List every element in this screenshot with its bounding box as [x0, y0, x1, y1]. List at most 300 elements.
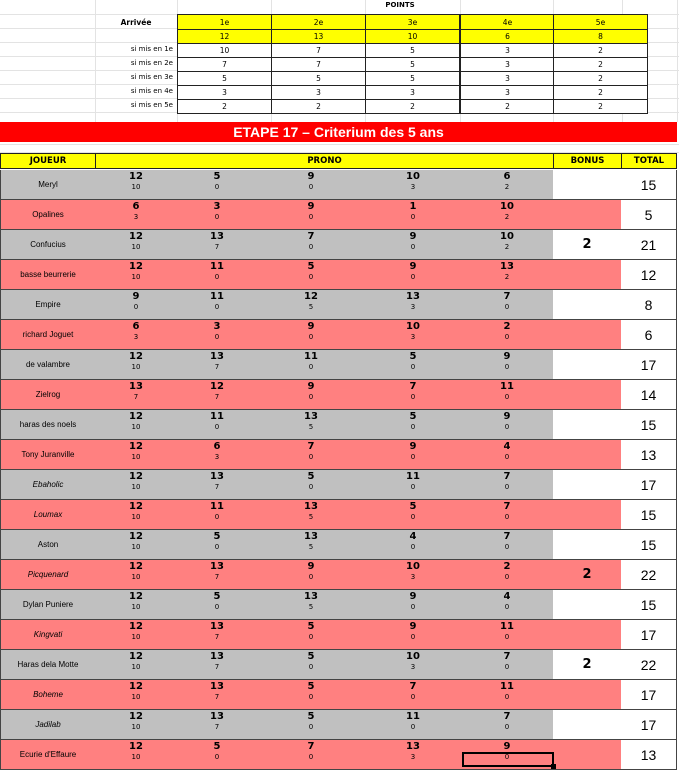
pick: [291, 470, 331, 492]
pick-points: 5: [308, 603, 314, 611]
prono-cell[interactable]: [95, 380, 554, 410]
bonus-cell[interactable]: [553, 170, 622, 200]
points-value[interactable]: 3: [460, 43, 555, 58]
pick-points: 0: [410, 483, 416, 491]
prono-cell[interactable]: [95, 560, 554, 590]
prono-cell[interactable]: [95, 320, 554, 350]
player-row: [0, 260, 677, 290]
points-value[interactable]: 3: [460, 85, 555, 100]
pick-points: 2: [504, 183, 510, 191]
pick: [291, 500, 331, 522]
pick-horse: 11: [500, 681, 514, 692]
prono-cell[interactable]: [95, 470, 554, 500]
prono-cell[interactable]: [95, 290, 554, 320]
pick-points: 3: [133, 333, 139, 341]
pick-horse: 9: [409, 591, 417, 602]
pick-points: 3: [133, 213, 139, 221]
pick-points: 0: [504, 723, 510, 731]
pick-horse: 13: [304, 531, 318, 542]
points-value[interactable]: 7: [271, 57, 366, 72]
prono-cell[interactable]: [95, 710, 554, 740]
pick: [197, 440, 237, 462]
pick: [291, 650, 331, 672]
pick: [116, 620, 156, 642]
pick-points: 0: [504, 633, 510, 641]
pick: [487, 410, 527, 432]
player-name[interactable]: Picquenard: [0, 560, 96, 590]
pick: [393, 590, 433, 612]
points-value[interactable]: 3: [271, 85, 366, 100]
player-name[interactable]: richard Joguet: [0, 320, 96, 350]
pick-points: 0: [410, 423, 416, 431]
pick: [116, 560, 156, 582]
points-value[interactable]: 3: [177, 85, 272, 100]
bonus-cell[interactable]: 2: [553, 560, 622, 590]
total-cell[interactable]: 13: [621, 740, 677, 770]
pick-horse: 7: [503, 531, 511, 542]
points-value[interactable]: 10: [177, 43, 272, 58]
pick-horse: 9: [409, 621, 417, 632]
pick-points: 10: [131, 693, 141, 701]
pick: [291, 680, 331, 702]
total-cell[interactable]: 21: [621, 230, 677, 260]
total-cell[interactable]: 15: [621, 500, 677, 530]
points-row-label[interactable]: si mis en 5e: [130, 101, 173, 109]
bonus-cell[interactable]: 2: [553, 230, 622, 260]
pick-horse: 5: [213, 591, 221, 602]
pick: [291, 200, 331, 222]
pick-points: 0: [504, 333, 510, 341]
pick-points: 10: [131, 573, 141, 581]
pick-horse: 9: [307, 171, 315, 182]
bonus-cell[interactable]: [553, 470, 622, 500]
pick-points: 0: [308, 753, 314, 761]
player-name[interactable]: Aston: [0, 530, 96, 560]
pick-horse: 9: [307, 201, 315, 212]
player-row: [0, 410, 677, 440]
pick-points: 3: [214, 453, 220, 461]
pick-points: 0: [410, 393, 416, 401]
arrival-horse[interactable]: 13: [271, 29, 366, 44]
pick-horse: 5: [307, 621, 315, 632]
prono-cell[interactable]: [95, 230, 554, 260]
pick-horse: 9: [132, 291, 140, 302]
gridline-vertical: [677, 0, 678, 122]
pick-points: 3: [410, 333, 416, 341]
prono-cell[interactable]: [95, 440, 554, 470]
arrival-horse[interactable]: 10: [365, 29, 460, 44]
pick-points: 0: [214, 303, 220, 311]
points-value[interactable]: 2: [271, 99, 366, 114]
total-cell[interactable]: 5: [621, 200, 677, 230]
total-cell[interactable]: 14: [621, 380, 677, 410]
pick-points: 5: [308, 513, 314, 521]
bonus-cell[interactable]: [553, 530, 622, 560]
points-row-label[interactable]: si mis en 1e: [130, 45, 173, 53]
player-name[interactable]: basse beurrerie: [0, 260, 96, 290]
player-name[interactable]: Zielrog: [0, 380, 96, 410]
pick: [393, 680, 433, 702]
player-name[interactable]: Ecurie d'Effaure: [0, 740, 96, 770]
prono-cell[interactable]: [95, 680, 554, 710]
pick: [291, 740, 331, 762]
pick: [116, 680, 156, 702]
player-name[interactable]: Confucius: [0, 230, 96, 260]
pick-points: 0: [308, 333, 314, 341]
pick: [393, 230, 433, 252]
pick-points: 0: [308, 693, 314, 701]
pick-points: 2: [504, 273, 510, 281]
total-cell[interactable]: 17: [621, 710, 677, 740]
header-prono[interactable]: PRONO: [95, 153, 554, 169]
pick: [393, 440, 433, 462]
pick: [197, 170, 237, 192]
arrival-horse[interactable]: 12: [177, 29, 272, 44]
stage-banner[interactable]: ETAPE 17 – Criterium des 5 ans: [0, 122, 677, 142]
pick-horse: 1: [409, 201, 417, 212]
pick-horse: 6: [132, 321, 140, 332]
pick-horse: 5: [213, 741, 221, 752]
total-cell[interactable]: 8: [621, 290, 677, 320]
fill-handle[interactable]: [551, 764, 556, 769]
arrival-horse[interactable]: 6: [460, 29, 555, 44]
points-value[interactable]: 5: [177, 71, 272, 86]
points-row-label[interactable]: si mis en 2e: [130, 59, 173, 67]
player-row: [0, 230, 677, 260]
points-value[interactable]: 2: [460, 99, 555, 114]
arrivee-label[interactable]: Arrivée: [120, 17, 152, 27]
points-value[interactable]: 2: [553, 71, 648, 86]
pick: [197, 230, 237, 252]
prono-cell[interactable]: [95, 200, 554, 230]
bonus-cell[interactable]: [553, 320, 622, 350]
player-row: [0, 470, 677, 500]
player-name[interactable]: Haras dela Motte: [0, 650, 96, 680]
pick-horse: 11: [500, 381, 514, 392]
pick-points: 2: [504, 213, 510, 221]
total-cell[interactable]: 17: [621, 620, 677, 650]
player-row: [0, 560, 677, 590]
pick-horse: 12: [129, 591, 143, 602]
bonus-cell[interactable]: [553, 410, 622, 440]
prono-cell[interactable]: [95, 590, 554, 620]
pick-points: 0: [504, 393, 510, 401]
pick-horse: 5: [213, 531, 221, 542]
pick-points: 0: [308, 573, 314, 581]
player-name[interactable]: Kingvati: [0, 620, 96, 650]
pick-points: 0: [214, 183, 220, 191]
prono-cell[interactable]: [95, 170, 554, 200]
pick-horse: 10: [406, 651, 420, 662]
pick-horse: 11: [210, 411, 224, 422]
total-cell[interactable]: 22: [621, 650, 677, 680]
position-header[interactable]: 5e: [553, 14, 648, 30]
pick-points: 10: [131, 513, 141, 521]
pick-points: 0: [308, 483, 314, 491]
pick-points: 10: [131, 183, 141, 191]
pick: [197, 380, 237, 402]
pick-horse: 13: [304, 411, 318, 422]
pick-points: 0: [214, 753, 220, 761]
pick: [197, 470, 237, 492]
player-name[interactable]: Dylan Puniere: [0, 590, 96, 620]
pick-points: 7: [214, 573, 220, 581]
pick: [197, 590, 237, 612]
points-value[interactable]: 2: [553, 85, 648, 100]
player-name[interactable]: Jadilab: [0, 710, 96, 740]
pick-points: 7: [214, 393, 220, 401]
header-total[interactable]: TOTAL: [621, 153, 677, 169]
bonus-cell[interactable]: [553, 740, 622, 770]
total-cell[interactable]: 15: [621, 530, 677, 560]
pick-horse: 12: [129, 651, 143, 662]
total-cell[interactable]: 15: [621, 170, 677, 200]
prono-cell[interactable]: [95, 410, 554, 440]
player-name[interactable]: Loumax: [0, 500, 96, 530]
bonus-cell[interactable]: [553, 350, 622, 380]
pick: [197, 560, 237, 582]
pick-horse: 12: [304, 291, 318, 302]
pick: [487, 530, 527, 552]
player-name[interactable]: Ebaholic: [0, 470, 96, 500]
player-row: [0, 380, 677, 410]
bonus-cell[interactable]: [553, 260, 622, 290]
pick: [393, 200, 433, 222]
total-cell[interactable]: 17: [621, 680, 677, 710]
pick-points: 0: [410, 603, 416, 611]
pick-points: 0: [410, 723, 416, 731]
points-value[interactable]: 3: [365, 85, 460, 100]
pick-points: 0: [308, 183, 314, 191]
total-cell[interactable]: 17: [621, 350, 677, 380]
pick-horse: 10: [500, 201, 514, 212]
pick-points: 0: [214, 513, 220, 521]
bonus-cell[interactable]: [553, 500, 622, 530]
bonus-cell[interactable]: [553, 290, 622, 320]
pick-points: 0: [504, 303, 510, 311]
player-name[interactable]: Empire: [0, 290, 96, 320]
pick: [116, 200, 156, 222]
player-name[interactable]: Meryl: [0, 170, 96, 200]
prono-cell[interactable]: [95, 500, 554, 530]
pick-points: 0: [308, 213, 314, 221]
pick-horse: 6: [132, 201, 140, 212]
pick-points: 7: [214, 243, 220, 251]
prono-cell[interactable]: [95, 530, 554, 560]
pick: [197, 410, 237, 432]
pick-horse: 13: [304, 591, 318, 602]
arrival-horse[interactable]: 8: [553, 29, 648, 44]
total-cell[interactable]: 15: [621, 410, 677, 440]
pick-horse: 10: [406, 561, 420, 572]
total-cell[interactable]: 17: [621, 470, 677, 500]
player-row: [0, 500, 677, 530]
pick: [197, 530, 237, 552]
pick-horse: 12: [129, 621, 143, 632]
pick-points: 0: [308, 723, 314, 731]
position-header[interactable]: 4e: [460, 14, 555, 30]
pick-points: 7: [214, 633, 220, 641]
player-name[interactable]: Opalines: [0, 200, 96, 230]
pick-horse: 9: [409, 441, 417, 452]
pick: [291, 530, 331, 552]
pick-horse: 5: [409, 351, 417, 362]
points-value[interactable]: 5: [271, 71, 366, 86]
player-name[interactable]: Tony Juranville: [0, 440, 96, 470]
player-row: [0, 650, 677, 680]
pick: [393, 650, 433, 672]
pick-points: 0: [504, 423, 510, 431]
header-bonus[interactable]: BONUS: [553, 153, 622, 169]
pick-horse: 10: [500, 231, 514, 242]
pick: [393, 620, 433, 642]
pick: [197, 200, 237, 222]
pick-horse: 7: [409, 381, 417, 392]
pick: [116, 710, 156, 732]
pick: [393, 470, 433, 492]
header-joueur[interactable]: JOUEUR: [0, 153, 96, 169]
pick-points: 7: [214, 723, 220, 731]
prono-cell[interactable]: [95, 260, 554, 290]
pick-horse: 5: [213, 171, 221, 182]
prono-cell[interactable]: [95, 350, 554, 380]
total-cell[interactable]: 12: [621, 260, 677, 290]
pick: [197, 500, 237, 522]
pick-horse: 7: [503, 291, 511, 302]
position-header[interactable]: 2e: [271, 14, 366, 30]
player-name[interactable]: haras des noels: [0, 410, 96, 440]
pick-horse: 5: [307, 681, 315, 692]
points-value[interactable]: 2: [365, 99, 460, 114]
pick: [197, 740, 237, 762]
points-value[interactable]: 2: [553, 99, 648, 114]
pick: [487, 260, 527, 282]
bonus-cell[interactable]: [553, 680, 622, 710]
selected-cell-border[interactable]: [462, 752, 554, 767]
pick-points: 0: [410, 243, 416, 251]
pick-horse: 12: [129, 171, 143, 182]
pick: [487, 500, 527, 522]
total-cell[interactable]: 22: [621, 560, 677, 590]
pick-points: 7: [214, 663, 220, 671]
pick-points: 10: [131, 633, 141, 641]
bonus-cell[interactable]: [553, 440, 622, 470]
pick-points: 0: [214, 543, 220, 551]
position-header[interactable]: 1e: [177, 14, 272, 30]
pick: [291, 320, 331, 342]
pick: [487, 560, 527, 582]
points-value[interactable]: 3: [460, 57, 555, 72]
pick: [291, 170, 331, 192]
prono-cell[interactable]: [95, 620, 554, 650]
pick: [291, 590, 331, 612]
pick-points: 0: [410, 543, 416, 551]
total-cell[interactable]: 15: [621, 590, 677, 620]
pick: [487, 290, 527, 312]
pick: [116, 530, 156, 552]
pick: [487, 440, 527, 462]
pick-horse: 13: [210, 561, 224, 572]
pick-points: 0: [410, 273, 416, 281]
pick-horse: 3: [213, 321, 221, 332]
total-cell[interactable]: 6: [621, 320, 677, 350]
pick-points: 7: [214, 363, 220, 371]
pick-horse: 4: [503, 591, 511, 602]
pick: [197, 350, 237, 372]
pick: [487, 230, 527, 252]
bonus-cell[interactable]: [553, 590, 622, 620]
pick: [116, 650, 156, 672]
player-row: [0, 290, 677, 320]
pick: [487, 320, 527, 342]
pick-horse: 5: [307, 471, 315, 482]
pick-horse: 7: [503, 501, 511, 512]
bonus-cell[interactable]: 2: [553, 650, 622, 680]
pick: [487, 470, 527, 492]
position-header[interactable]: 3e: [365, 14, 460, 30]
pick: [197, 680, 237, 702]
bonus-cell[interactable]: [553, 380, 622, 410]
points-row-label[interactable]: si mis en 4e: [130, 87, 173, 95]
pick: [291, 350, 331, 372]
player-row: [0, 590, 677, 620]
pick-points: 0: [410, 633, 416, 641]
points-value[interactable]: 3: [460, 71, 555, 86]
points-value[interactable]: 2: [553, 57, 648, 72]
pick-points: 0: [504, 363, 510, 371]
points-value[interactable]: 5: [365, 57, 460, 72]
prono-cell[interactable]: [95, 650, 554, 680]
pick: [393, 500, 433, 522]
bonus-cell[interactable]: [553, 620, 622, 650]
pick-horse: 9: [307, 321, 315, 332]
pick: [393, 410, 433, 432]
pick-horse: 13: [406, 291, 420, 302]
pick: [116, 290, 156, 312]
total-cell[interactable]: 13: [621, 440, 677, 470]
pick: [487, 620, 527, 642]
pick: [393, 290, 433, 312]
pick-horse: 11: [406, 471, 420, 482]
points-value[interactable]: 5: [365, 43, 460, 58]
bonus-cell[interactable]: [553, 200, 622, 230]
pick-points: 10: [131, 453, 141, 461]
pick: [393, 560, 433, 582]
points-value[interactable]: 7: [177, 57, 272, 72]
pick-points: 10: [131, 723, 141, 731]
player-row: [0, 710, 677, 740]
pick-horse: 13: [210, 231, 224, 242]
pick: [197, 290, 237, 312]
pick-points: 10: [131, 663, 141, 671]
points-value[interactable]: 7: [271, 43, 366, 58]
pick-points: 2: [504, 243, 510, 251]
points-value[interactable]: 5: [365, 71, 460, 86]
pick-points: 0: [504, 753, 510, 761]
points-value[interactable]: 2: [177, 99, 272, 114]
player-name[interactable]: de valambre: [0, 350, 96, 380]
player-name[interactable]: Boheme: [0, 680, 96, 710]
pick: [197, 320, 237, 342]
pick-horse: 12: [129, 411, 143, 422]
bonus-cell[interactable]: [553, 710, 622, 740]
points-row-label[interactable]: si mis en 3e: [130, 73, 173, 81]
pick-points: 0: [308, 663, 314, 671]
pick-horse: 7: [307, 231, 315, 242]
pick-points: 0: [504, 513, 510, 521]
pick-points: 0: [410, 693, 416, 701]
points-value[interactable]: 2: [553, 43, 648, 58]
